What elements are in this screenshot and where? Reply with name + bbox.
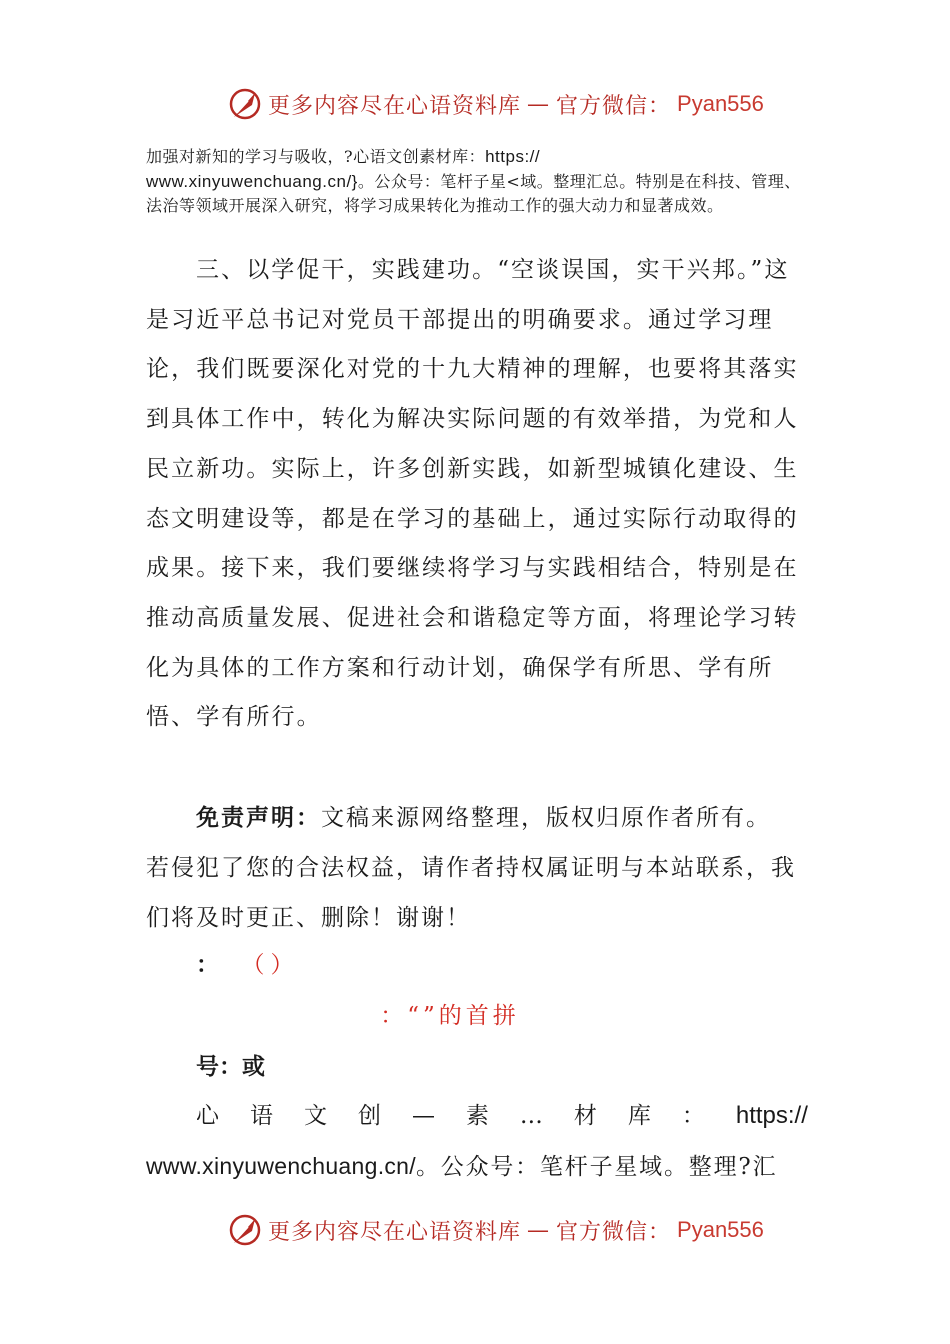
spaced-line <box>196 1096 808 1136</box>
spaced-char: 材 <box>573 1103 597 1129</box>
intro-paragraph <box>146 145 806 219</box>
disclaimer-line-2: 若侵犯了您的合法权益，请作者持权属证明与本站联系，我们将及时更正、删除！谢谢！ <box>146 855 796 931</box>
fragment-parens: （） <box>253 952 300 978</box>
banner-wechat-label: 官方微信： <box>556 1219 672 1245</box>
disclaimer-paragraph <box>146 792 808 943</box>
banner-brand: 更多内容尽在心语资料库 <box>268 93 522 119</box>
spaced-char: — <box>411 1103 435 1129</box>
fragment-center-red: ：“”的首拼 <box>380 1003 520 1029</box>
quill-logo-icon <box>228 87 262 121</box>
spaced-char: 素 <box>465 1103 489 1129</box>
section-three-paragraph: 三、以学促干，实践建功。“空谈误国，实干兴邦。”这是习近平总书记对党员干部提出的明确要求。通过学习理论，我们既要深化对党的十九大精神的理解，也要将其落实到具体工作中，转化为解决实际问题的有效举措，为党和人民立新功。实际上，许多创新实践，如新型城镇化建设、生态文明建设等，都是在学习的基础上，通过实际行动取得的成果。接下来，我们要继续将学习与实践相结合，特别是在推动高质量发展、促进社会和谐稳定等方面，将理论学习转化为具体的工作方案和行动计划，确保学有所思、学有所悟、学有所行。 <box>146 257 799 731</box>
disclaimer-line-1: 文稿来源网络整理，版权归原作者所有。 <box>321 805 771 831</box>
last-line-url: www.xinyuwenchuang.cn/ <box>146 1153 416 1179</box>
fragment-hao: 号：或 <box>196 1053 265 1079</box>
spaced-char: 库 <box>627 1103 651 1129</box>
banner-wechat-id: Pyan556 <box>677 1217 764 1242</box>
fragment-colon-line <box>196 944 300 985</box>
intro-url-tail: www.xinyuwenchuang.cn/} <box>146 171 358 191</box>
last-line <box>146 1146 816 1187</box>
spaced-char: ： <box>681 1103 705 1129</box>
spaced-char: 语 <box>249 1103 273 1129</box>
footer-banner <box>228 1210 764 1250</box>
banner-dash: — <box>527 91 551 117</box>
spaced-char: … <box>519 1103 543 1129</box>
intro-text-1: 加强对新知的学习与吸收，?心语文创素材库： <box>146 147 486 166</box>
banner-wechat-id: Pyan556 <box>677 91 764 116</box>
spaced-char: 文 <box>303 1103 327 1129</box>
spaced-char: 心 <box>196 1103 219 1129</box>
intro-url-head: https:// <box>485 147 541 166</box>
fragment-colon: ： <box>196 951 219 977</box>
header-banner <box>228 84 764 124</box>
banner-wechat-label: 官方微信： <box>556 93 672 119</box>
spaced-char: 创 <box>357 1103 381 1129</box>
banner-brand: 更多内容尽在心语资料库 <box>268 1219 522 1245</box>
spaced-url: https:// <box>735 1102 808 1129</box>
banner-dash: — <box>527 1217 551 1243</box>
intro-text-2: 。公众号：笔杆子星<域。整理汇总。特别是在科技、管理、法治等领域开展深入研究，将学习成果转化为推动工作的强大动力和显著成效。 <box>146 171 801 215</box>
disclaimer-label: 免责声明： <box>196 804 321 830</box>
quill-logo-icon <box>228 1213 262 1247</box>
last-line-text: 。公众号：笔杆子星域。整理?汇 <box>415 1154 778 1180</box>
